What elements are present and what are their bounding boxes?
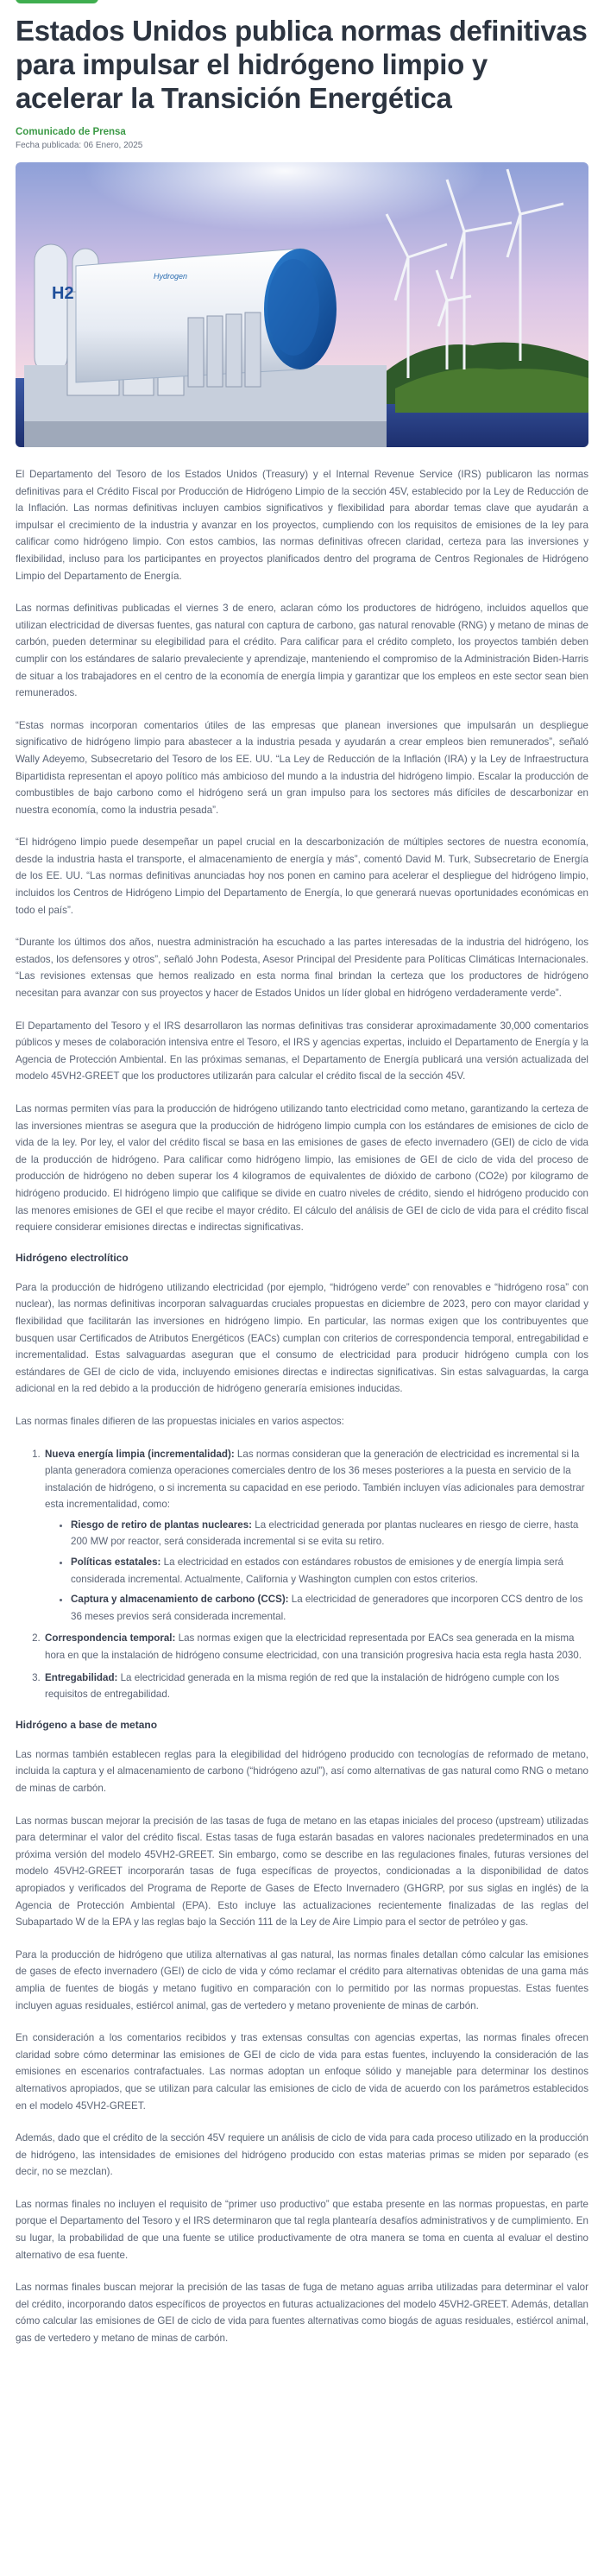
hero-h2-label: H2 <box>52 284 74 303</box>
section-heading: Hidrógeno a base de metano <box>16 1718 158 1731</box>
paragraph: Las normas finales buscan mejorar la precisión de las tasas de fuga de metano aguas arriba utilizadas para determinar el valor del crédito, incorporando datos específicos de proyectos en futuras actualizaciones del modelo 45VH2-GREET. Además, detallan cómo calcular las emisiones de GEI de ciclo de vida para fuentes alternativas como biogás de aguas residuales, estiércol animal, gas de vertedero y metano de minas de carbón. <box>16 2282 588 2345</box>
paragraph: “El hidrógeno limpio puede desempeñar un papel crucial en la descarbonización de múltiples sectores de nuestra economía, desde la industria hasta el transporte, el almacenamiento de energía y más”, comentó David M. Turk, Subsecretario de Energía de los EE. UU. “Las normas definitivas anunciadas hoy nos ponen en camino para acelerar el despliegue del hidrógeno limpio, incluidos los Centros de Hidrógeno Limpio del Departamento de Energía, lo que generará nuevas oportunidades económicas en todo el país”. <box>16 837 588 916</box>
paragraph: El Departamento del Tesoro de los Estados Unidos (Treasury) y el Internal Revenue Service (IRS) publicaron las normas definitivas para el Crédito Fiscal por Producción de Hidrógeno Limpio de la sección 45V, establecido por la Ley de Reducción de la Inflación. Las normas definitivas incluyen cambios significativos y flexibilidad para abordar temas clave que ayudarán a impulsar el crecimiento de la industria y avanzar en los proyectos, cumpliendo con los requisitos de emisiones de la ley para calificar como hidrógeno limpio. Con estos cambios, las normas definitivas ofrecen claridad, certeza para las inversiones y flexibilidad, incluso para los participantes en proyectos planificados dentro del programa de Centros Regionales de Hidrógeno Limpio del Departamento de Energía. <box>16 469 588 582</box>
paragraph: Además, dado que el crédito de la sección 45V requiere un análisis de ciclo de vida para cada proceso utilizado en la producción de hidrógeno, las intensidades de emisiones del hidrógeno producido con estas materias primas se miden por separado (es decir, no se mezclan). <box>16 2132 588 2178</box>
paragraph: El Departamento del Tesoro y el IRS desarrollaron las normas definitivas tras considerar aproximadamente 30,000 comentarios públicos y meses de colaboración intensiva entre el Tesoro, el IRS y agencias expertas, incluido el Departamento de Energía y la Agencia de Protección Ambiental. En las próximas semanas, el Departamento de Energía publicará una versión actualizada del modelo 45VH2-GREET que los productores utilizarán para calcular el crédito fiscal de la sección 45V. <box>16 1020 588 1083</box>
sub-item-title: Políticas estatales: <box>71 1556 161 1569</box>
hero-logo-text: Hydrogen <box>154 272 188 281</box>
paragraph: Las normas permiten vías para la producción de hidrógeno utilizando tanto electricidad como metano, garantizando la certeza de las inversiones mientras se asegura que la producción de hidrógeno limpio cumpla con los estándares de emisiones de ciclo de vida de la ley. Por ley, el valor del crédito fiscal se basa en las emisiones de gases de efecto invernadero (GEI) de ciclo de vida de la producción de hidrógeno. Para calificar como hidrógeno limpio, las emisiones de GEI de ciclo de vida del proceso de producción de hidrógeno no deben superar los 4 kilogramos de equivalentes de dióxido de carbono (CO2e) por kilogramo de hidrógeno producido. El hidrógeno limpio que califique se divide en cuatro niveles de crédito, siendo el hidrógeno producido con las menores emisiones de GEI el que recibe el mayor crédito. El cálculo del análisis de GEI de ciclo de vida para el crédito fiscal requiere considerar emisiones directas e indirectas significativas. <box>16 1103 588 1234</box>
sub-item-title: Riesgo de retiro de plantas nucleares: <box>71 1518 253 1531</box>
sub-list <box>71 1517 588 1626</box>
list-item-title: Correspondencia temporal: <box>45 1632 176 1645</box>
hero-image <box>16 162 588 447</box>
list-item-text: Las normas exigen que la electricidad representada por EACs sea generada en la misma hora en que la instalación de hidrógeno consume electricidad, con una transición progresiva hacia esta regla hasta 2030. <box>45 1632 582 1662</box>
list-item <box>43 1670 588 1703</box>
paragraph: Las normas buscan mejorar la precisión de las tasas de fuga de metano en las etapas iniciales del proceso (upstream) utilizadas para determinar el valor del crédito fiscal. Estas tasas de fuga estarán basadas en valores nacionales predeterminados en una próxima versión del modelo 45VH2-GREET. Sin embargo, como se describe en las regulaciones finales, futuras versiones del modelo 45VH2-GREET incorporarán tasas de fuga específicas de proyectos, condicionadas a la disponibilidad de datos apropiados y verificados del Programa de Reporte de Gases de Efecto Invernadero (GHGRP, por sus siglas en inglés) de la Agencia de Protección Ambiental (EPA). Esto incluye las actualizaciones recientemente finalizadas de las reglas del Subapartado W de la EPA y las reglas bajo la Sección 111 de la Ley de Aire Limpio para el sector de petróleo y gas. <box>16 1815 588 1929</box>
list-item-title: Nueva energía limpia (incrementalidad): <box>45 1448 235 1460</box>
list-item-text: Las normas consideran que la generación de electricidad es incremental si la planta generadora comienza operaciones comerciales dentro de los 36 meses posteriores a la puesta en servicio de la instalación de hidrógeno, o si incrementa su capacidad en ese periodo. También incluyen vías adicionales para demostrar esta incrementalidad, como: <box>45 1448 585 1511</box>
paragraph: Las normas finales difieren de las propuestas iniciales en varios aspectos: <box>16 1415 344 1427</box>
article-source[interactable]: Comunicado de Prensa <box>16 127 126 137</box>
paragraph: “Durante los últimos dos años, nuestra administración ha escuchado a las partes interesadas de la industria del hidrógeno, los estados, los defensores y otros”, señaló John Podesta, Asesor Principal del Presidente para Políticas Climáticas Internacionales. “Las revisiones extensas que hemos realizado en esta norma final brindan la certeza que los productores de hidrógeno necesitan para avanzar con sus proyectos y hacer de Estados Unidos un líder global en hidrógeno verdaderamente verde”. <box>16 937 588 1000</box>
list-item-text: La electricidad generada en la misma región de red que la instalación de hidrógeno cumple con los requisitos de entregabilidad. <box>45 1671 560 1701</box>
sub-item-title: Captura y almacenamiento de carbono (CCS): <box>71 1594 289 1606</box>
list-item-title: Entregabilidad: <box>45 1671 118 1683</box>
sub-list-item <box>71 1591 588 1625</box>
sub-list-item <box>71 1554 588 1588</box>
paragraph: En consideración a los comentarios recibidos y tras extensas consultas con agencias expertas, las normas finales ofrecen claridad sobre cómo determinar las emisiones de GEI de ciclo de vida para estas fuentes, incluyendo la consideración de las emisiones en escenarios contrafactuales. Las normas adoptan un enfoque sólido y manejable para determinar los destinos alternativos apropiados, que se utilizan para calcular las emisiones de ciclo de vida de acuerdo con los parámetros establecidos en el modelo 45VH2-GREET. <box>16 2032 588 2112</box>
paragraph: Las normas finales no incluyen el requisito de “primer uso productivo” que estaba presente en las normas propuestas, en parte porque el Departamento del Tesoro y el IRS determinaron que tal regla plantearía desafíos administrativos y de cumplimiento. En su lugar, la probabilidad de que una fuente se utilice productivamente de otra manera se toma en cuenta al evaluar el destino alternativo de esa fuente. <box>16 2198 588 2261</box>
sub-list-item <box>71 1517 588 1550</box>
sub-item-text: La electricidad de generadores que incorporen CCS dentro de los 36 meses previos será considerada incremental. <box>71 1594 583 1622</box>
sub-item-text: La electricidad generada por plantas nucleares en riesgo de cierre, hasta 200 MW por reactor, será considerada incremental si se evita su retiro. <box>71 1518 579 1548</box>
category-tag[interactable] <box>16 0 98 3</box>
paragraph: Las normas definitivas publicadas el viernes 3 de enero, aclaran cómo los productores de hidrógeno, incluidos aquellos que utilizan electricidad de diversas fuentes, gas natural con captura de carbono, gas natural renovable (RNG) y metano de minas de carbón, pueden determinar su elegibilidad para el crédito. Para calificar para el crédito completo, los proyectos también deben cumplir con los estándares de salario prevaleciente y aprendizaje, manteniendo el compromiso de la Administración Biden-Harris de situar a los trabajadores en el centro de la economía de energía limpia y garantizar que los empleos en este sector sean bien remunerados. <box>16 603 588 699</box>
article-body <box>16 466 588 2347</box>
paragraph: Las normas también establecen reglas para la elegibilidad del hidrógeno producido con tecnologías de reformado de metano, incluida la captura y el almacenamiento de carbono (“hidrógeno azul”), así como alternativas de gas natural como RNG o metano de minas de carbón. <box>16 1748 588 1794</box>
paragraph: Para la producción de hidrógeno utilizando electricidad (por ejemplo, “hidrógeno verde” con renovables e “hidrógeno rosa” con nuclear), las normas definitivas incorporan salvaguardas cruciales propuestas en diciembre de 2023, pero con mayor claridad y flexibilidad que facilitarán las inversiones en hidrógeno limpio. En particular, las normas exigen que los contribuyentes que busquen usar Certificados de Atributos Energéticos (EACs) cumplan con criterios de correspondencia temporal, entregabilidad e incrementalidad. Estas salvaguardas aseguran que el consumo de electricidad para producir hidrógeno cumpla con los estándares de GEI de ciclo de vida, incluyendo emisiones directas e indirectas significativas. Sin estas salvaguardas, la carga adicional en la red debido a la producción de hidrógeno generaría emisiones inducidas. <box>16 1281 588 1395</box>
list-item <box>43 1630 588 1664</box>
list-item <box>43 1446 588 1626</box>
publish-date: Fecha publicada: 06 Enero, 2025 <box>16 141 143 150</box>
paragraph: Para la producción de hidrógeno que utiliza alternativas al gas natural, las normas finales detallan cómo calcular las emisiones de gases de efecto invernadero (GEI) de ciclo de vida y cómo reclamar el crédito para alternativas obtenidas de una gama más amplia de fuentes de biogás y metano fugitivo en comparación con lo permitido por las normas propuestas. Estas fuentes incluyen aguas residuales, estiércol animal, gas de vertedero y metano proveniente de minas de carbón. <box>16 1948 588 2011</box>
article-title: Estados Unidos publica normas definitivas para impulsar el hidrógeno limpio y acelerar la Transición Energética <box>16 15 588 114</box>
differences-list <box>43 1446 588 1703</box>
paragraph: “Estas normas incorporan comentarios útiles de las empresas que planean inversiones que impulsarán un despliegue significativo de hidrógeno limpio para abastecer a la industria pesada y ayudarán a crear empleos bien remunerados”, señaló Wally Adeyemo, Subsecretario del Tesoro de los EE. UU. “La Ley de Reducción de la Inflación (IRA) y la Ley de Infraestructura Bipartidista representan el apoyo político más ambicioso del mundo a la industria del hidrógeno limpio. Escalar la producción de combustibles de bajo carbono como el hidrógeno será un gran impulso para los sectores más difíciles de descarbonizar en nuestra economía, como la industria pesada”. <box>16 719 588 816</box>
section-heading: Hidrógeno electrolítico <box>16 1251 129 1264</box>
sub-item-text: La electricidad en estados con estándares robustos de emisiones y de energía limpia será considerada incremental. Actualmente, California y Washington cumplen con estos criterios. <box>71 1556 564 1585</box>
